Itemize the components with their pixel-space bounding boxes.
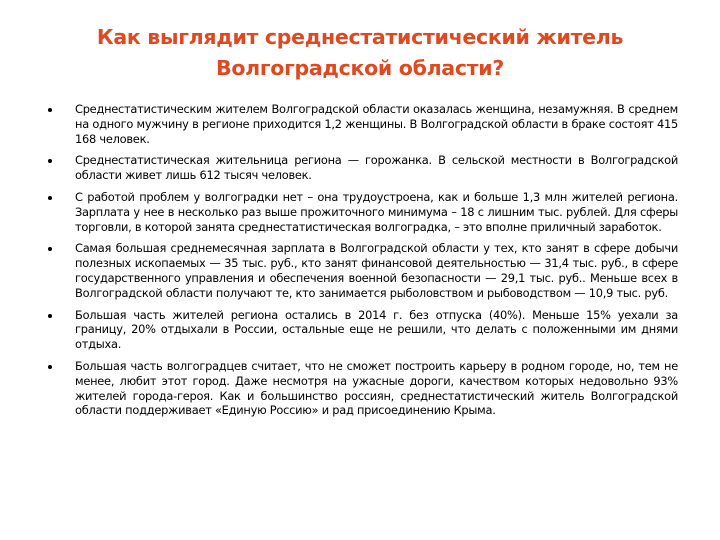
list-item	[44, 241, 678, 300]
bullet-text: Большая часть волгоградцев считает, что не сможет построить карьеру в родном городе, но, тем не менее, любит этот город. Даже несмотря на ужасные дороги, качеством которых недовольно 93% жителей города-героя. Как и большинство россиян, среднестатистический житель Волгоградской области поддерживает «Единую Россию» и рад присоединению Крыма.	[75, 358, 678, 418]
bullet-text: Самая большая среднемесячная зарплата в Волгоградской области у тех, кто занят в сфере добычи полезных ископаемых — 35 тыс. руб., кто занят финансовой деятельностью — 31,4 тыс. руб., в сфере государственного управления и обеспечения военной безопасности — 29,1 тыс. руб.. Меньше всех в Волгоградской области получают те, кто занимается рыболовством и рыбоводством — 10,9 тыс. руб.	[75, 241, 678, 300]
list-item	[44, 190, 678, 234]
bullet-text: Среднестатистическая жительница региона — горожанка. В сельской местности в Волгоградской области живет лишь 612 тысяч человек.	[75, 153, 678, 183]
bullet-dot-icon	[48, 196, 52, 200]
bullet-dot-icon	[48, 314, 52, 318]
list-item	[44, 359, 678, 418]
bullet-text: С работой проблем у волгоградки нет – она трудоустроена, как и больше 1,3 млн жителей региона. Зарплата у нее в несколько раз выше прожиточного минимума – 18 с лишним тыс. рублей. Для сферы торговли, в которой занята среднестатистическая волгоградка, – это вполне приличный заработок.	[75, 189, 678, 234]
list-item	[44, 308, 678, 352]
bullet-list	[44, 102, 678, 425]
list-item	[44, 102, 678, 146]
bullet-dot-icon	[48, 365, 52, 369]
bullet-dot-icon	[48, 247, 52, 251]
bullet-text: Среднестатистическим жителем Волгоградской области оказалась женщина, незамужняя. В среднем на одного мужчину в регионе приходится 1,2 женщины. В Волгоградской области в браке состоят 415 168 человек.	[75, 102, 678, 146]
bullet-dot-icon	[48, 108, 52, 112]
list-item	[44, 153, 678, 183]
bullet-text: Большая часть жителей региона остались в 2014 г. без отпуска (40%). Меньше 15% уехали за границу, 20% отдыхали в России, остальные еще не решили, что делать с положенными им днями отдыха.	[75, 307, 678, 352]
bullet-dot-icon	[48, 159, 52, 163]
slide-title: Как выглядит среднестатистический житель Волгоградской области?	[96, 25, 624, 80]
